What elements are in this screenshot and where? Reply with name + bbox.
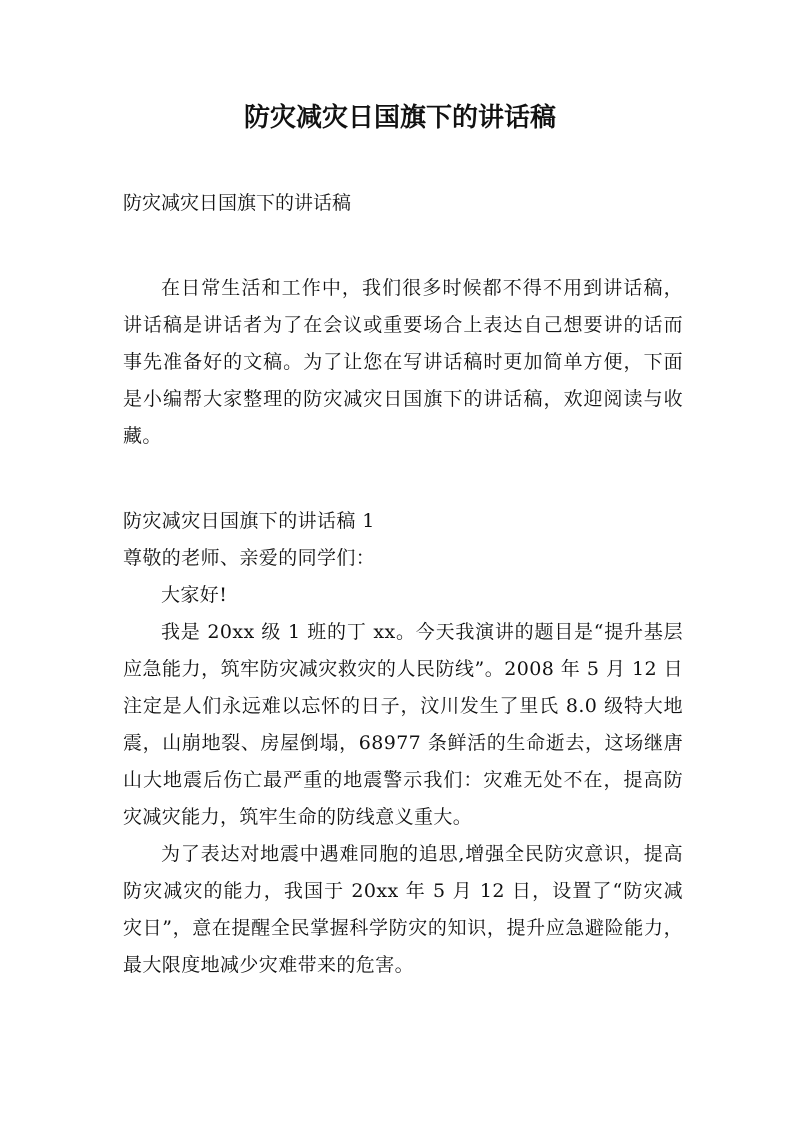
speech-paragraph-2: 为了表达对地震中遇难同胞的追思,增强全民防灾意识，提高防灾减灾的能力，我国于 20xx 年 5 月 12 日，设置了“防灾减灾日”，意在提醒全民掌握科学防灾的知识，提升应急避险能力，最大限度地减少灾难带来的危害。 xyxy=(123,843,683,976)
section-heading: 防灾减灾日国旗下的讲话稿 1 xyxy=(123,510,375,532)
document-body xyxy=(123,185,683,984)
greeting: 大家好! xyxy=(161,584,228,606)
document-subtitle: 防灾减灾日国旗下的讲话稿 xyxy=(123,192,352,214)
speech-paragraph-1: 我是 20xx 级 1 班的丁 xx。今天我演讲的题目是“提升基层应急能力，筑牢防灾减灾救灾的人民防线”。2008 年 5 月 12 日注定是人们永远难以忘怀的日子，汶川发生了里氏 8.0 级特大地震，山崩地裂、房屋倒塌，68977 条鲜活的生命逝去，这场继唐山大地震后伤亡最严重的地震警示我们：灾难无处不在，提高防灾减灾能力，筑牢生命的防线意义重大。 xyxy=(123,621,683,828)
salutation: 尊敬的老师、亲爱的同学们： xyxy=(123,547,376,569)
document-title: 防灾减灾日国旗下的讲话稿 xyxy=(243,103,556,133)
intro-paragraph: 在日常生活和工作中，我们很多时候都不得不用到讲话稿，讲话稿是讲话者为了在会议或重要场合上表达自己想要讲的话而事先准备好的文稿。为了让您在写讲话稿时更加简单方便，下面是小编帮大家整理的防灾减灾日国旗下的讲话稿，欢迎阅读与收藏。 xyxy=(123,277,683,447)
